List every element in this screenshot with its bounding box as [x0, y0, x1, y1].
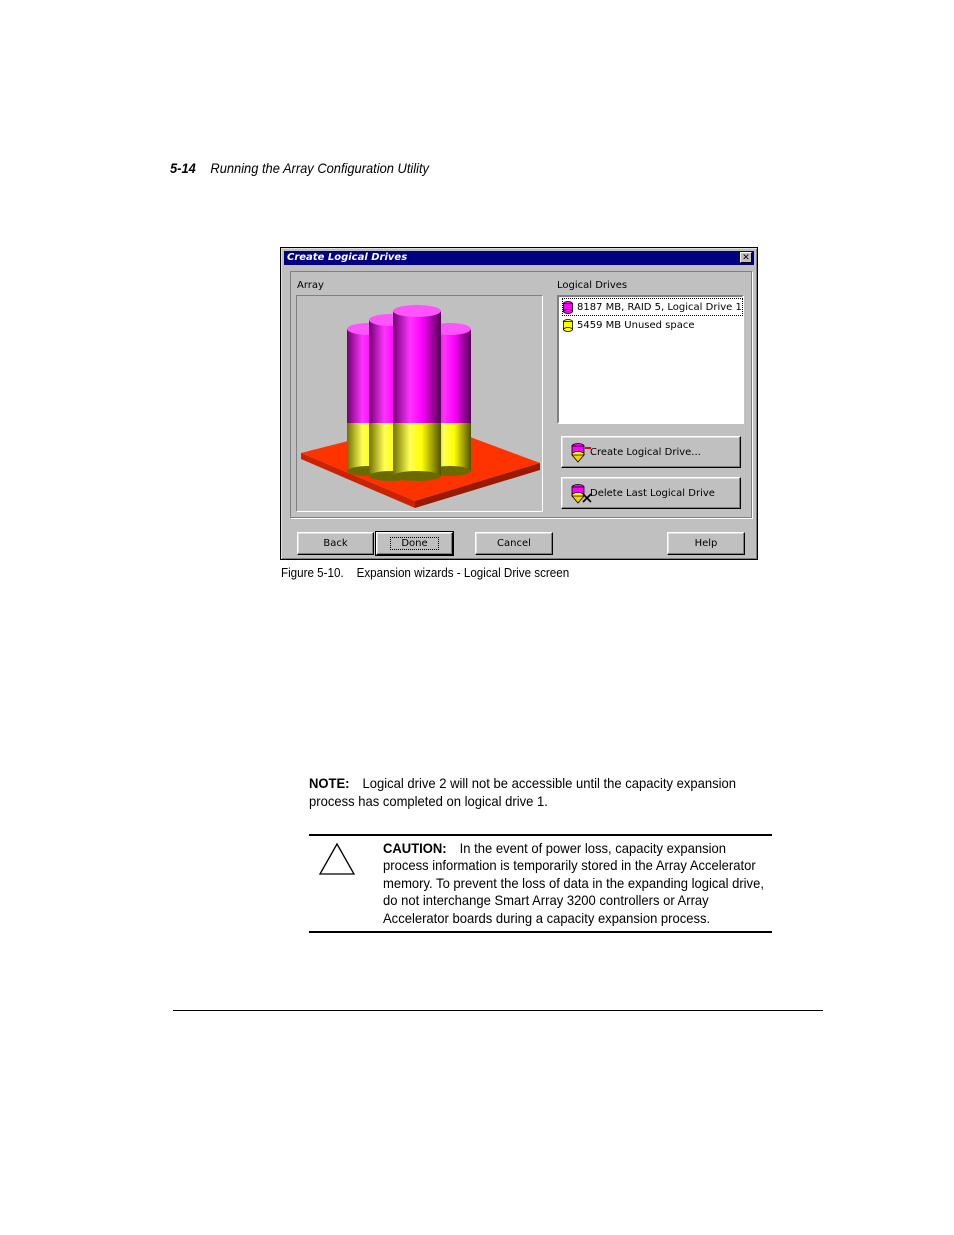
help-button[interactable]: [667, 532, 745, 555]
dialog-title: Create Logical Drives: [287, 252, 408, 263]
caution-text: In the event of power loss, capacity expansion process information is temporarily stored in the Array Accelerator memory. To prevent the loss of data in the expanding logical drive, do not interchange Smart Array 3200 controllers or Array Accelerator boards during a capacity expansion process.: [383, 840, 764, 926]
array-label: Array: [297, 280, 324, 291]
page-number: 5-14: [170, 160, 196, 176]
delete-drive-icon: [570, 482, 592, 504]
cancel-button[interactable]: [475, 532, 553, 555]
caution-bottom-rule: [309, 931, 772, 933]
array-drives-illustration: [297, 296, 542, 511]
footer-rule: [173, 1010, 823, 1011]
back-label: Back: [323, 538, 348, 549]
back-button[interactable]: [297, 532, 374, 555]
done-label: Done: [391, 538, 437, 549]
figure-caption: Figure 5-10. Expansion wizards - Logical Drive screen: [281, 566, 570, 580]
logical-drives-label: Logical Drives: [557, 280, 628, 291]
logical-drive-text: 8187 MB, RAID 5, Logical Drive 1: [577, 301, 742, 313]
delete-last-logical-drive-label: Delete Last Logical Drive: [590, 487, 715, 499]
drive-cylinder: [393, 305, 441, 481]
drive-icon: [563, 319, 573, 332]
create-logical-drive-button[interactable]: [561, 436, 741, 468]
note-paragraph: [309, 774, 746, 810]
logical-drive-item[interactable]: [563, 299, 742, 315]
create-drive-icon: [570, 441, 592, 463]
drive-icon: [563, 301, 573, 314]
caution-top-rule: [309, 834, 772, 836]
caution-paragraph: [383, 840, 764, 927]
caution-label: CAUTION:: [383, 840, 447, 856]
caution-triangle-icon: [318, 842, 356, 876]
close-icon[interactable]: ✕: [740, 252, 752, 263]
logical-drive-item[interactable]: [563, 317, 695, 333]
create-logical-drives-dialog: [280, 247, 758, 560]
logical-drives-list[interactable]: [557, 295, 744, 424]
chapter-title: Running the Array Configuration Utility: [210, 160, 430, 176]
note-text: Logical drive 2 will not be accessible until the capacity expansion process has completed on logical drive 1.: [309, 775, 737, 809]
array-visualization: [296, 295, 543, 512]
delete-last-logical-drive-button[interactable]: [561, 477, 741, 509]
help-label: Help: [694, 538, 718, 549]
logical-drive-text: 5459 MB Unused space: [577, 319, 695, 331]
done-button[interactable]: [376, 532, 453, 555]
running-header: [170, 160, 429, 176]
note-label: NOTE:: [309, 775, 350, 791]
cancel-label: Cancel: [497, 538, 531, 549]
dialog-title-bar: [284, 251, 754, 265]
create-logical-drive-label: Create Logical Drive...: [590, 446, 701, 458]
